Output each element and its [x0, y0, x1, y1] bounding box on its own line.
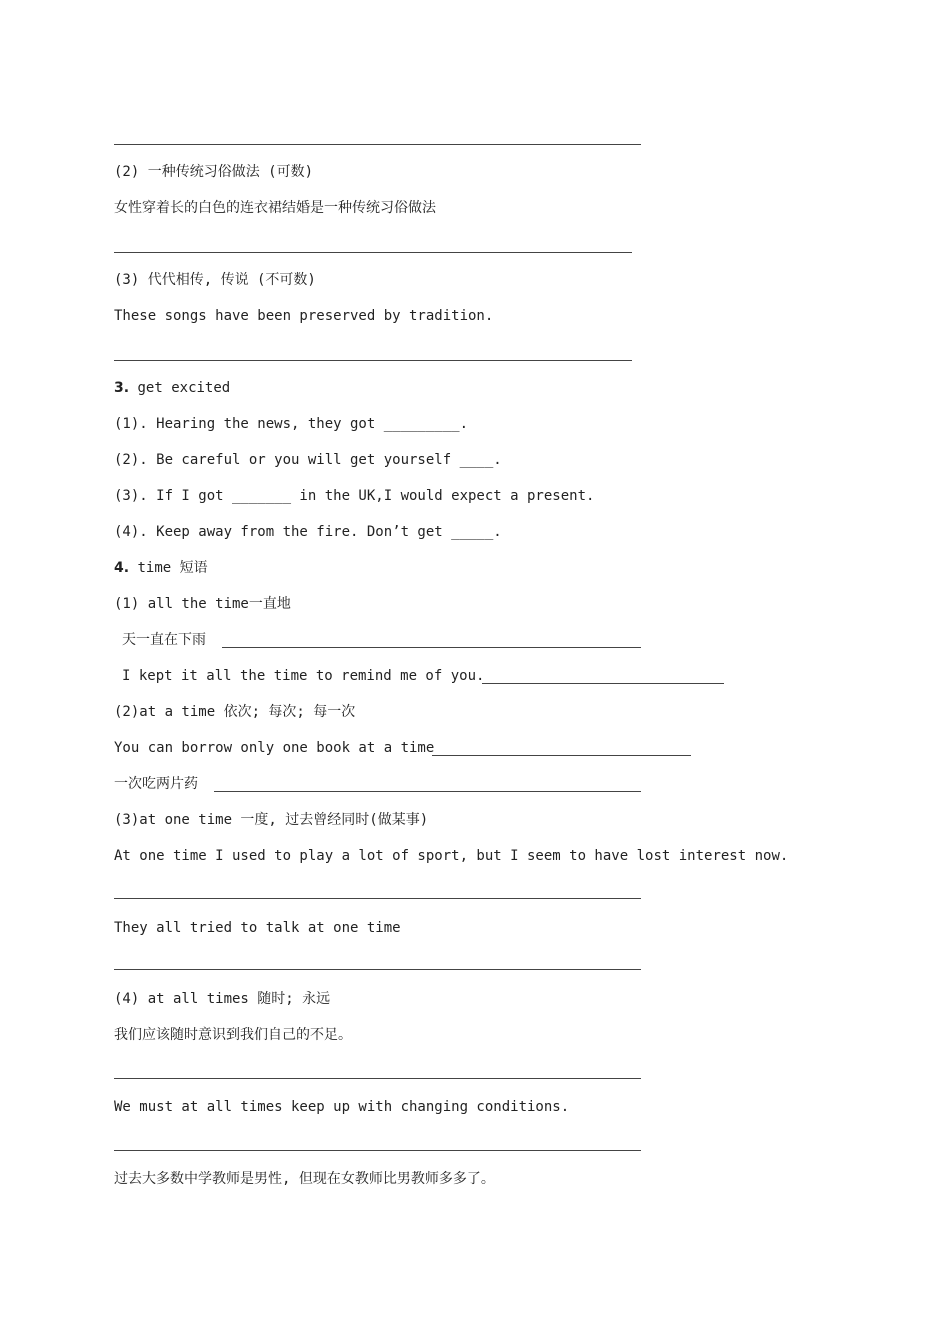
answer-line — [214, 791, 641, 792]
example-sentence: 女性穿着长的白色的连衣裙结婚是一种传统习俗做法 — [114, 200, 436, 216]
answer-line — [114, 1078, 641, 1079]
answer-line — [432, 755, 691, 756]
example-sentence: 我们应该随时意识到我们自己的不足。 — [114, 1027, 352, 1043]
phrase-heading: (3)at one time 一度, 过去曾经同时(做某事) — [114, 812, 429, 828]
question-topic: get excited — [129, 380, 231, 396]
example-sentence: 天一直在下雨 — [122, 632, 206, 648]
answer-line — [114, 252, 632, 253]
section-heading: (2) 一种传统习俗做法 (可数) — [114, 164, 314, 180]
question-title — [114, 378, 230, 398]
exercise-item: (3). If I got _______ in the UK,I would expect a present. — [114, 488, 595, 504]
example-sentence: They all tried to talk at one time — [114, 920, 401, 936]
example-sentence: I kept it all the time to remind me of you. — [122, 668, 485, 684]
question-number: 4. — [114, 560, 130, 576]
question-number: 3. — [114, 380, 130, 396]
phrase-heading: (1) all the time一直地 — [114, 596, 291, 612]
exercise-item: (1). Hearing the news, they got _________. — [114, 416, 469, 432]
question-topic: time 短语 — [129, 560, 208, 576]
example-sentence: At one time I used to play a lot of sport, but I seem to have lost interest now. — [114, 848, 789, 864]
answer-line — [114, 898, 641, 899]
answer-line — [114, 969, 641, 970]
answer-line — [222, 647, 641, 648]
answer-line — [482, 683, 724, 684]
section-heading: (3) 代代相传, 传说 (不可数) — [114, 272, 316, 288]
exercise-item: (4). Keep away from the fire. Don’t get _____. — [114, 524, 502, 540]
phrase-heading: (4) at all times 随时; 永远 — [114, 991, 331, 1007]
example-sentence: These songs have been preserved by tradition. — [114, 308, 494, 324]
example-sentence: 一次吃两片药 — [114, 776, 198, 792]
answer-line — [114, 144, 641, 145]
example-sentence: We must at all times keep up with changing conditions. — [114, 1099, 570, 1115]
example-sentence: You can borrow only one book at a time — [114, 740, 435, 756]
answer-line — [114, 360, 632, 361]
question-title — [114, 558, 208, 578]
exercise-item: (2). Be careful or you will get yourself ____. — [114, 452, 502, 468]
phrase-heading: (2)at a time 依次; 每次; 每一次 — [114, 704, 356, 720]
answer-line — [114, 1150, 641, 1151]
example-sentence: 过去大多数中学教师是男性, 但现在女教师比男教师多多了。 — [114, 1171, 495, 1187]
